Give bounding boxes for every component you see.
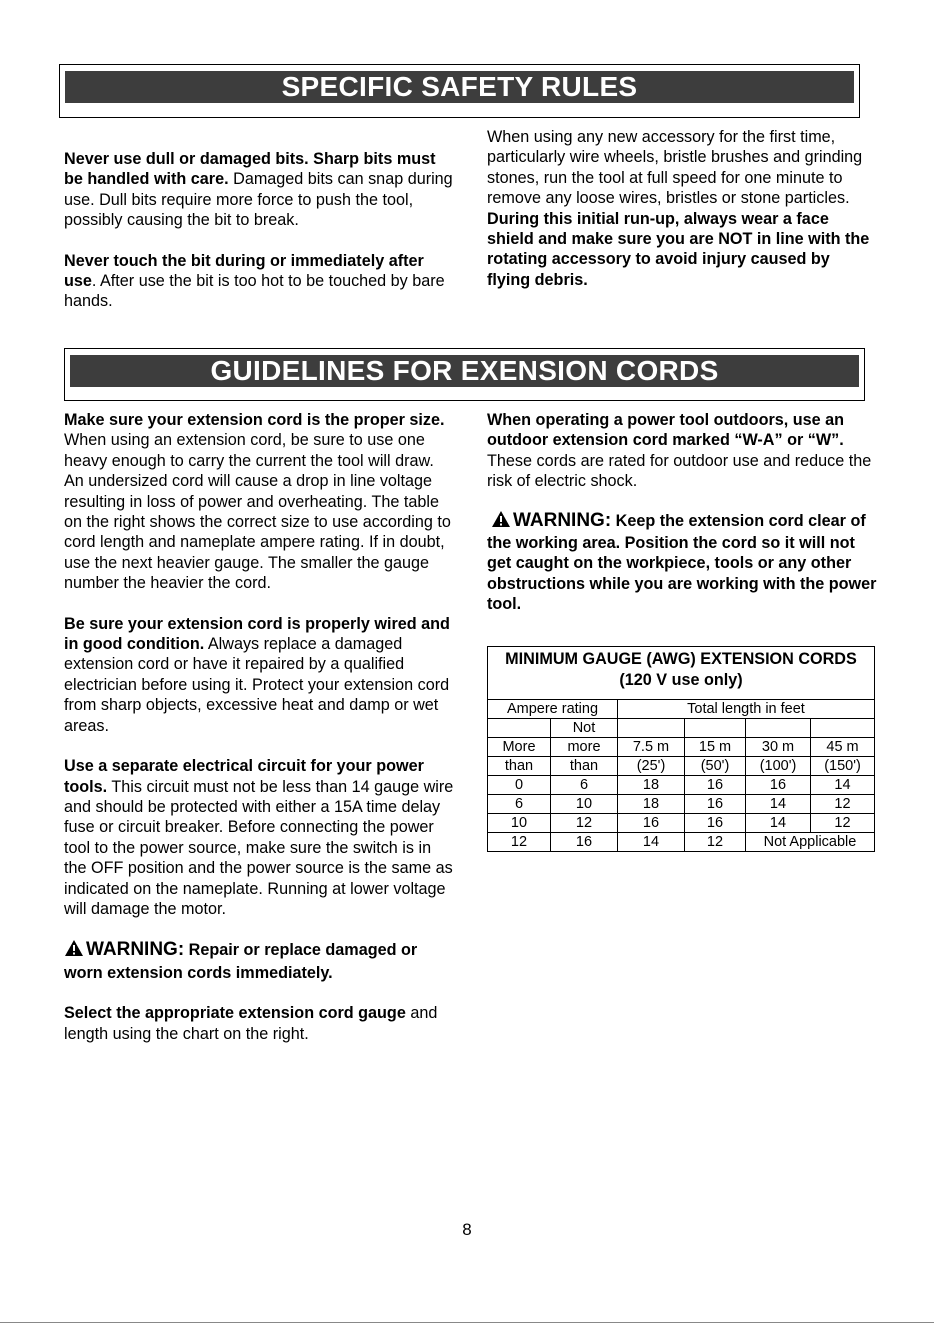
select-gauge-paragraph: Select the appropriate extension cord gauge and length using the chart on the right. (64, 1004, 438, 1043)
length-header-blank (618, 719, 685, 738)
table-cell: 16 (618, 814, 685, 833)
gauge-table (487, 646, 875, 852)
length-feet: (150') (811, 757, 875, 776)
dull-bits-paragraph: Never use dull or damaged bits. Sharp bits must be handled with care. Damaged bits can snap during use. Dull bits require more force to push the tool, possibly causing the bit to break. (64, 150, 453, 230)
new-accessory-paragraph: When using any new accessory for the first time, particularly wire wheels, bristle brushes and grinding stones, run the tool at full speed for one minute to remove any loose wires, bristles or stone particles. During this initial run-up, always wear a face shield and make sure you are NOT in line with the rotating accessory to avoid injury caused by flying debris. (487, 128, 870, 289)
table-cell: 18 (618, 795, 685, 814)
table-row (488, 795, 875, 814)
table-cell: 6 (551, 776, 618, 795)
not-more-than-line: than (551, 757, 618, 776)
length-metric: 30 m (746, 738, 811, 757)
table-cell: 10 (551, 795, 618, 814)
table-cell: 12 (811, 795, 875, 814)
table-cell: 16 (551, 833, 618, 852)
table-cell: 12 (685, 833, 746, 852)
table-cell: 18 (618, 776, 685, 795)
table-cell: 10 (488, 814, 551, 833)
specific-safety-rules-banner (59, 64, 860, 118)
table-cell: 16 (746, 776, 811, 795)
table-title: MINIMUM GAUGE (AWG) EXTENSION CORDS (120 V use only) (488, 647, 875, 700)
outdoor-cord-paragraph: When operating a power tool outdoors, use an outdoor extension cord marked “W-A” or “W”. These cords are rated for outdoor use and reduce the risk of electric shock. (487, 411, 872, 491)
table-cell: 14 (618, 833, 685, 852)
length-feet: (100') (746, 757, 811, 776)
length-metric: 45 m (811, 738, 875, 757)
more-than-line: More (488, 738, 551, 757)
table-row (488, 833, 875, 852)
repair-warning: WARNING: Repair or replace damaged or worn extension cords immediately. (64, 939, 418, 982)
length-feet: (50') (685, 757, 746, 776)
length-metric: 7.5 m (618, 738, 685, 757)
banner-title: SPECIFIC SAFETY RULES (65, 71, 854, 103)
table-cell: 12 (811, 814, 875, 833)
good-condition-paragraph: Be sure your extension cord is properly wired and in good condition. Always replace a damaged extension cord or have it repaired by a qualified electrician before using it. Protect your extension cord from sharp objects, excessive heat and damp or wet areas. (64, 614, 450, 735)
table-cell: 16 (685, 814, 746, 833)
cords-left-column (64, 410, 456, 1064)
cords-right-column (487, 410, 879, 635)
table-cell: Not Applicable (746, 833, 875, 852)
keep-clear-warning: WARNING: Keep the extension cord clear of the working area. Position the cord so it will not get caught on the workpiece, tools or any other obstructions while you are working with the power tool. (487, 509, 877, 614)
extension-cords-banner (64, 348, 865, 401)
warning-triangle-icon (64, 939, 84, 962)
ampere-rating-header: Ampere rating (488, 700, 618, 719)
table-cell: 0 (488, 776, 551, 795)
proper-size-paragraph: Make sure your extension cord is the proper size. When using an extension cord, be sure to use one heavy enough to carry the current the tool will draw. An undersized cord will cause a drop in line voltage resulting in loss of power and overheating. The table on the right shows the correct size to use according to cord length and nameplate ampere rating. If in doubt, use the next heavier gauge. The smaller the gauge number the heavier the cord. (64, 411, 451, 593)
length-header-blank (746, 719, 811, 738)
more-than-line (488, 719, 551, 738)
safety-left-column (64, 149, 454, 332)
table-cell: 16 (685, 776, 746, 795)
table-row (488, 776, 875, 795)
length-feet: (25') (618, 757, 685, 776)
table-cell: 6 (488, 795, 551, 814)
table-cell: 14 (746, 814, 811, 833)
table-cell: 14 (811, 776, 875, 795)
table-row (488, 814, 875, 833)
not-more-than-line: more (551, 738, 618, 757)
length-header-blank (685, 719, 746, 738)
warning-triangle-icon (491, 510, 511, 533)
touch-bit-paragraph: Never touch the bit during or immediately after use. After use the bit is too hot to be touched by bare hands. (64, 251, 445, 311)
table-cell: 14 (746, 795, 811, 814)
not-more-than-line: Not (551, 719, 618, 738)
safety-right-column (487, 127, 877, 310)
separate-circuit-paragraph: Use a separate electrical circuit for your power tools. This circuit must not be less than 14 gauge wire and should be protected with either a 15A time delay fuse or circuit breaker. Before connecting the power tool to the power source, make sure the switch is in the OFF position and the power source is the same as indicated on the nameplate. Running at lower voltage will damage the motor. (64, 757, 454, 918)
total-length-header: Total length in feet (618, 700, 875, 719)
table-cell: 12 (551, 814, 618, 833)
table-cell: 16 (685, 795, 746, 814)
table-cell: 12 (488, 833, 551, 852)
page-number: 8 (462, 1220, 472, 1239)
length-header-blank (811, 719, 875, 738)
more-than-line: than (488, 757, 551, 776)
length-metric: 15 m (685, 738, 746, 757)
banner-title: GUIDELINES FOR EXENSION CORDS (70, 355, 859, 387)
bottom-divider (0, 1322, 934, 1323)
